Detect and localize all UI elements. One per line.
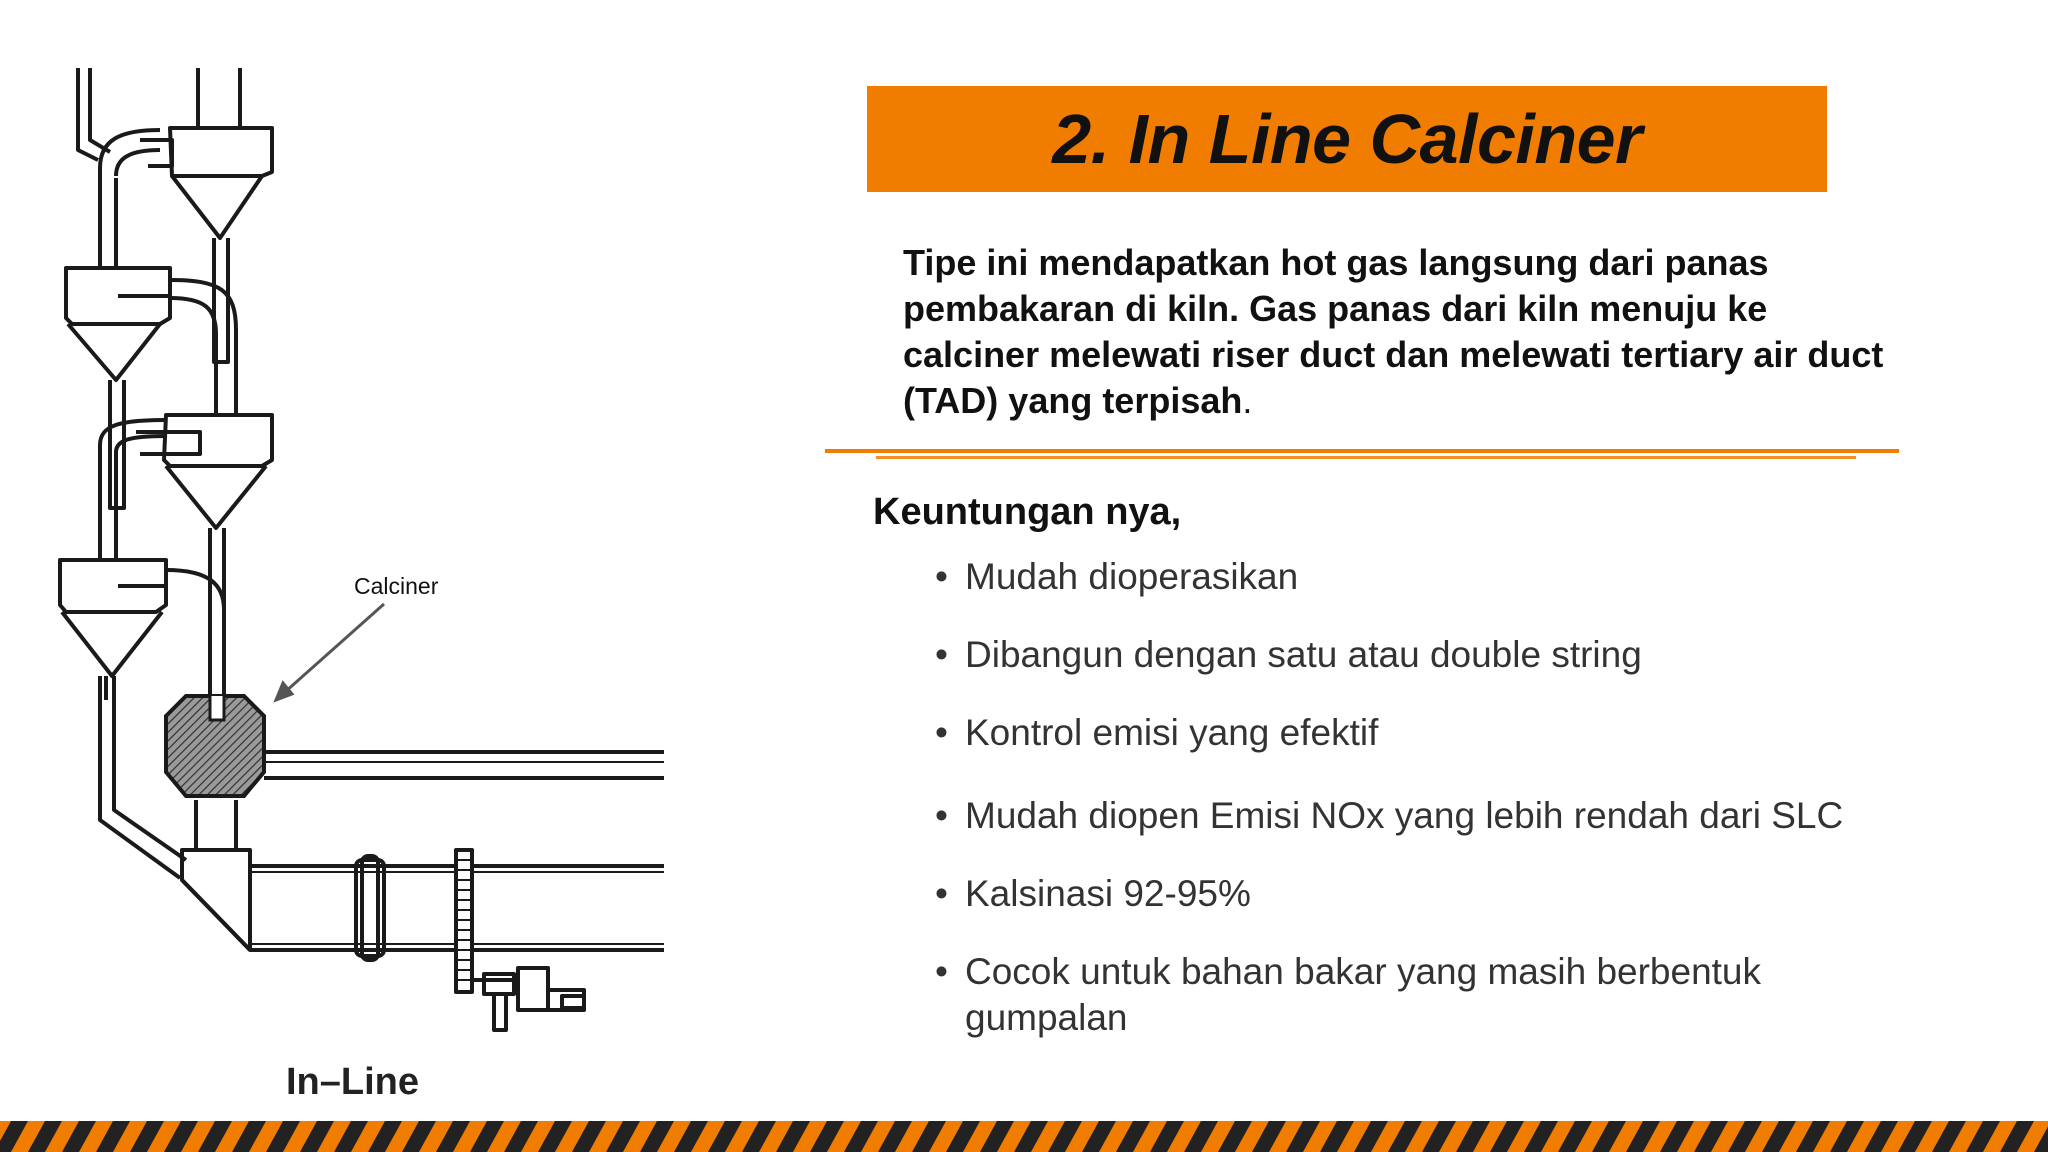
slide-title: 2. In Line Calciner (1052, 100, 1642, 178)
calciner-vessel (166, 696, 264, 796)
list-item-text: Mudah dioperasikan (965, 556, 1299, 597)
bullet-icon: • (935, 873, 948, 914)
bullet-icon: • (935, 556, 948, 597)
intro-text: Tipe ini mendapatkan hot gas langsung dari panas pembakaran di kiln. Gas panas dari kiln menuju ke calciner melewati riser duct dan melewati tertiary air duct (TAD) yang terpisah (903, 242, 1884, 421)
bullet-icon: • (935, 634, 948, 675)
divider-line (825, 449, 1899, 453)
inline-calciner-diagram (0, 0, 700, 1110)
kiln-drive (472, 968, 584, 1030)
bullet-icon: • (935, 795, 948, 836)
kiln-inlet (182, 850, 250, 950)
bullet-icon: • (935, 951, 948, 992)
list-item-text: Dibangun dengan satu atau double string (965, 634, 1642, 675)
list-item-text: Mudah diopen Emisi NOx yang lebih rendah dari SLC (965, 795, 1844, 836)
diagram-caption: In–Line (286, 1061, 420, 1103)
list-item-text: Cocok untuk bahan bakar yang masih berbentuk gumpalan (965, 951, 1762, 1038)
bullet-icon: • (935, 712, 948, 753)
girth-gear (456, 850, 472, 992)
divider-line-secondary (876, 456, 1856, 459)
intro-paragraph (903, 240, 1903, 424)
intro-period: . (1242, 380, 1253, 421)
list-item-text: Kontrol emisi yang efektif (965, 712, 1379, 753)
title-banner (867, 86, 1827, 192)
list-item-text: Kalsinasi 92-95% (965, 873, 1251, 914)
calciner-callout-arrow (276, 604, 384, 700)
hazard-stripe-footer (0, 1121, 2048, 1152)
calciner-label: Calciner (354, 573, 439, 599)
advantages-heading: Keuntungan nya, (873, 491, 1182, 533)
